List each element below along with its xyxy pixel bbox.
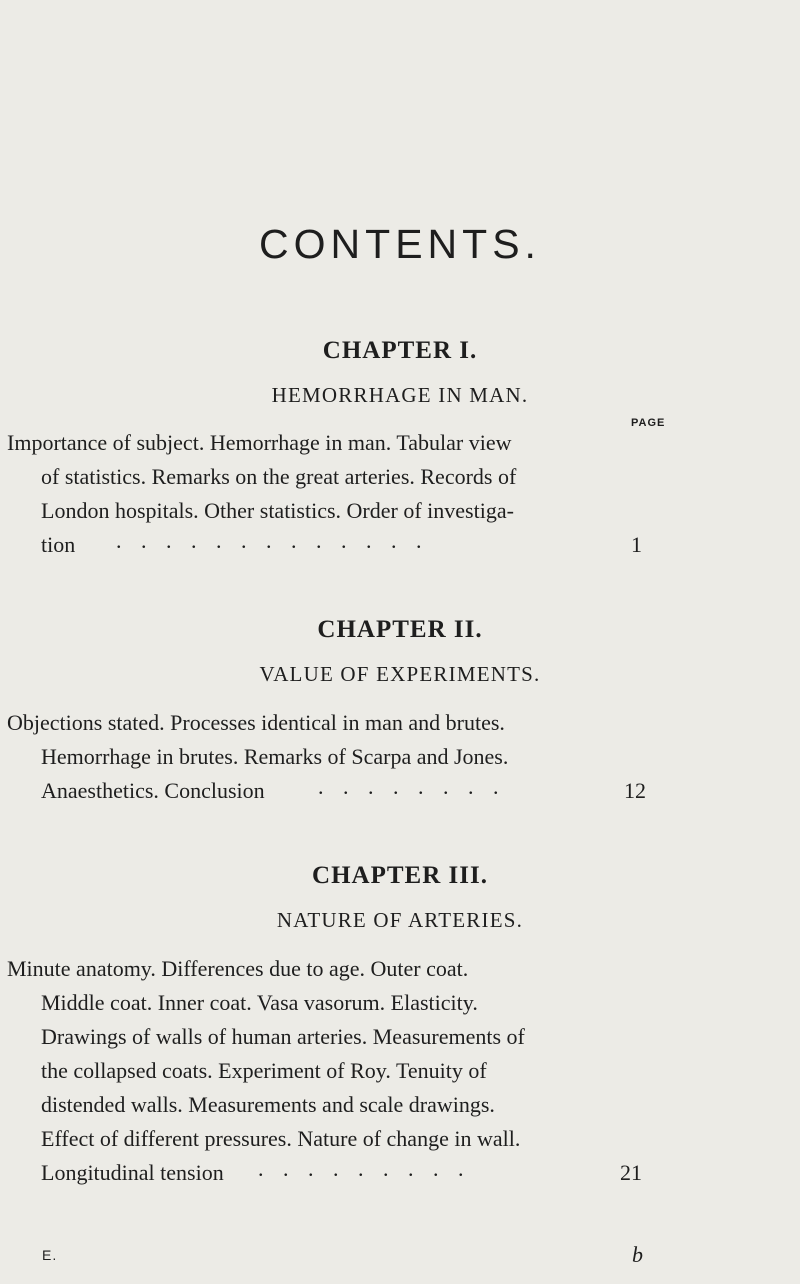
page-number: 21 [620, 1160, 642, 1185]
entry-line: Longitudinal tension [41, 1160, 224, 1185]
dot-leaders: . . . . . . . . [318, 774, 506, 799]
entry-line: Middle coat. Inner coat. Vasa vasorum. Elasticity. [41, 990, 478, 1015]
entry-line: the collapsed coats. Experiment of Roy. Tenuity of [41, 1058, 487, 1083]
entry-line: Effect of different pressures. Nature of change in wall. [41, 1126, 521, 1151]
entry-line: Objections stated. Processes identical in man and brutes. [7, 710, 505, 735]
entry-line: Minute anatomy. Differences due to age. Outer coat. [7, 956, 469, 981]
chapter-1-heading: CHAPTER I. [322, 337, 478, 364]
chapter-1-subtitle: HEMORRHAGE IN MAN. [271, 383, 529, 407]
signature-mark: E. [42, 1247, 58, 1263]
dot-leaders: . . . . . . . . . [258, 1156, 471, 1181]
entry-line: distended walls. Measurements and scale drawings. [41, 1092, 495, 1117]
chapter-2-heading: CHAPTER II. [317, 616, 483, 643]
entry-line: Importance of subject. Hemorrhage in man. Tabular view [7, 430, 512, 455]
dot-leaders: . . . . . . . . . . . . . [116, 528, 429, 553]
page-column-label: PAGE [631, 417, 666, 429]
chapter-3-subtitle: NATURE OF ARTERIES. [276, 908, 524, 932]
page-number: 12 [624, 778, 646, 803]
entry-line: Hemorrhage in brutes. Remarks of Scarpa and Jones. [41, 744, 509, 769]
entry-line: of statistics. Remarks on the great arteries. Records of [41, 464, 517, 489]
entry-line: tion [41, 532, 76, 557]
chapter-3-heading: CHAPTER III. [312, 862, 488, 889]
entry-line: Anaesthetics. Conclusion [41, 778, 265, 803]
entry-line: London hospitals. Other statistics. Order of investiga- [41, 498, 514, 523]
signature-letter: b [632, 1242, 643, 1267]
chapter-2-subtitle: VALUE OF EXPERIMENTS. [259, 662, 541, 686]
entry-line: Drawings of walls of human arteries. Measurements of [41, 1024, 525, 1049]
page-number: 1 [631, 532, 642, 557]
page-title: CONTENTS. [259, 221, 541, 267]
